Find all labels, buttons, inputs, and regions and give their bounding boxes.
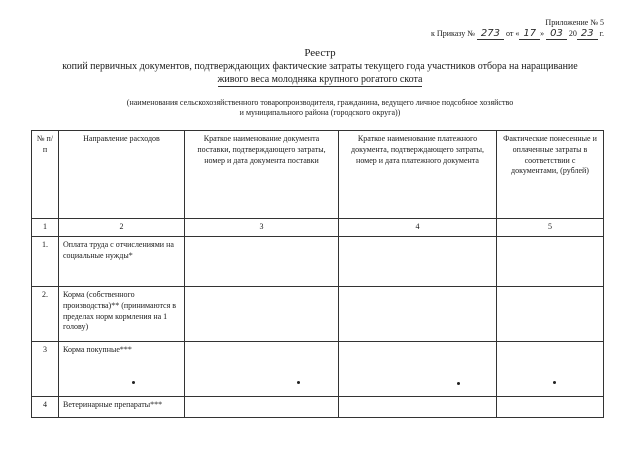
- column-numbers-row: [32, 219, 604, 237]
- table-row: [32, 287, 604, 342]
- row-cell: [185, 342, 339, 397]
- row-cell: [185, 237, 339, 287]
- row-cell: [497, 237, 604, 287]
- header-row: [32, 131, 604, 219]
- header-payment-doc: Краткое наименование платежного документа, подтверждающего затраты, номер и дата платежного документа: [339, 131, 497, 219]
- column-number: 5: [497, 219, 604, 237]
- order-number: 273: [477, 28, 504, 40]
- row-number: 2.: [32, 287, 59, 342]
- column-number: 1: [32, 219, 59, 237]
- row-direction: Корма (собственного производства)** (принимаются в пределах норм кормления на 1 голову): [59, 287, 185, 342]
- scan-speck: [132, 381, 135, 384]
- subnote-line-1: (наименования сельскохозяйственного товаропроизводителя, гражданина, ведущего личное подсобное хозяйство: [126, 98, 514, 107]
- header-actual-costs: Фактические понесенные и оплаченные затраты в соответствии с документами, (рублей): [497, 131, 604, 219]
- date-prefix: от «: [506, 29, 520, 38]
- row-cell: [497, 287, 604, 342]
- row-cell: [497, 397, 604, 418]
- row-cell: [339, 237, 497, 287]
- scan-speck: [553, 381, 556, 384]
- row-cell: [339, 342, 497, 397]
- subnote: [0, 98, 640, 119]
- column-number: 4: [339, 219, 497, 237]
- table-row: [32, 397, 604, 418]
- column-number: 3: [185, 219, 339, 237]
- scan-speck: [457, 382, 460, 385]
- document-title: [0, 46, 640, 87]
- row-cell: [185, 397, 339, 418]
- registry-table: [31, 130, 604, 418]
- year-end: г.: [599, 29, 604, 38]
- header-num: № п/п: [32, 131, 59, 219]
- appendix-label: Приложение № 5: [545, 18, 604, 27]
- title-line-3-text: живого веса молодняка крупного рогатого скота: [217, 74, 423, 86]
- row-number: 1.: [32, 237, 59, 287]
- scan-speck: [297, 381, 300, 384]
- row-direction: Корма покупные***: [59, 342, 185, 397]
- order-reference: [431, 28, 604, 40]
- row-cell: [497, 342, 604, 397]
- row-cell: [339, 397, 497, 418]
- row-number: 3: [32, 342, 59, 397]
- column-number: 2: [59, 219, 185, 237]
- row-cell: [185, 287, 339, 342]
- year-prefix: 20: [568, 29, 577, 38]
- row-direction: Ветеринарные препараты***: [59, 397, 185, 418]
- order-prefix: к Приказу №: [431, 29, 475, 38]
- row-direction: Оплата труда с отчислениями на социальные нужды*: [59, 237, 185, 287]
- date-day: 17: [519, 28, 540, 40]
- header-direction: Направление расходов: [59, 131, 185, 219]
- title-line-3: [0, 73, 640, 87]
- date-sep: »: [540, 29, 545, 38]
- table-row: [32, 237, 604, 287]
- title-line-1: Реестр: [304, 47, 336, 59]
- row-cell: [339, 287, 497, 342]
- row-number: 4: [32, 397, 59, 418]
- title-line-2: копий первичных документов, подтверждающих фактические затраты текущего года участников отбора на наращивание: [62, 61, 578, 73]
- table-row: [32, 342, 604, 397]
- subnote-line-2: и муниципального района (городского округа)): [239, 108, 401, 118]
- year-suffix: 23: [577, 28, 598, 40]
- date-month: 03: [546, 28, 567, 40]
- header-delivery-doc: Краткое наименование документа поставки, подтверждающего затраты, номер и дата документа поставки: [185, 131, 339, 219]
